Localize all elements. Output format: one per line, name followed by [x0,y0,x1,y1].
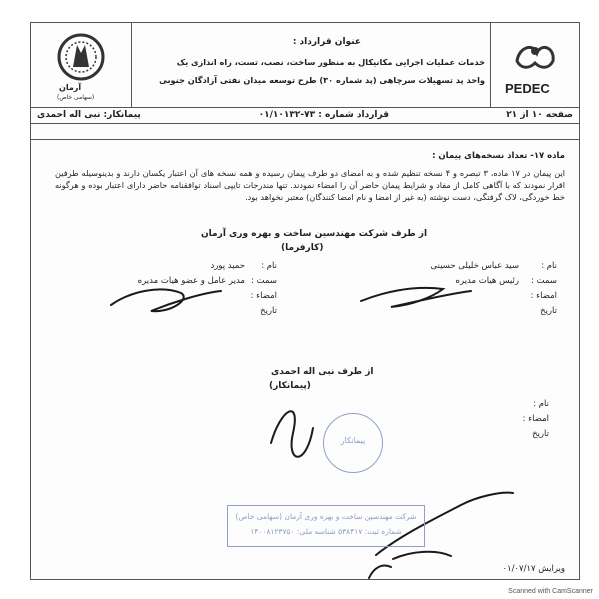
stamp-registration-number: شماره ثبت: ۵۳۸۴۱۷ شناسه ملی: ۱۴۰۰۸۱۲۳۷۵۰ [250,527,402,536]
armaan-logo-sub: (سهامی خاص) [57,94,95,101]
stamp-company-name: شرکت مهندسین ساخت و بهره وری آرمان (سهامی خاص) [235,512,417,521]
contract-page [30,22,580,580]
position-label: سمت : [531,276,557,286]
company-registration-stamp [227,505,425,547]
round-stamp-text: پیمانکار [340,436,366,445]
position-value: مدیر عامل و عضو هیات مدیره [137,276,245,286]
footer-scribble [369,552,451,578]
date-label: تاریخ [260,306,277,316]
armaan-logo-name: آرمان [59,83,82,92]
date-label: تاریخ [540,306,557,316]
position-label: سمت : [251,276,277,286]
contractor-name-header: پیمانکار: نبی اله احمدی [37,110,141,120]
camscanner-watermark: Scanned with CamScanner [508,588,593,595]
contractor-round-stamp [323,413,383,473]
article-17-heading: ماده ۱۷- تعداد نسخه‌های پیمان : [432,151,565,161]
contract-subject-line1: خدمات عملیات اجرایی مکانیکال به منظور ساخت، نصب، تست، راه اندازی یک [176,57,485,67]
employer-role: (کارفرما) [281,243,324,253]
signature-ahmadi [271,411,313,457]
signature-khalili [361,288,471,307]
contract-subject-line2: واحد پد تسهیلات سرچاهی (پد شماره ۳۰) طرح توسعه میدان نفتی آزادگان جنوبی [159,75,485,85]
pedec-logo-text: PEDEC [505,81,550,96]
revision-label: ویرایش ۰۱/۰۷/۱۷ [502,564,565,574]
page-number: صفحه ۱۰ از ۲۱ [506,110,573,120]
name-label: نام : [541,261,557,271]
signature-pourd [111,289,221,311]
signature-label: امضاء : [250,291,277,301]
contractor-name-label: نام : [533,399,549,409]
position-value: رئیس هیات مدیره [455,276,519,286]
contract-title-label: عنوان قرارداد : [292,37,361,47]
contractor-heading: از طرف نبی اله احمدی [271,367,374,377]
signature-label: امضاء : [530,291,557,301]
handwritten-signatures [31,23,579,579]
name-label: نام : [261,261,277,271]
employer-heading: از طرف شرکت مهندسین ساخت و بهره وری آرمان [201,229,428,239]
contract-number: قرارداد شماره : ۷۳-۰۱/۱۰۱۳۲ [258,110,389,120]
contractor-role: (پیمانکار) [269,381,311,391]
contractor-date-label: تاریخ [532,429,549,439]
contractor-signature-label: امضاء : [522,414,549,424]
article-17-paragraph: این پیمان در ۱۷ ماده، ۳ تبصره و ۴ نسخه تنظیم شده و به امضای دو طرف پیمان رسیده و همه نسخه های آن اعتبار یکسان دارند و بدینوسیله طرفین اقرار نمودند که با آگاهی کامل از مفاد و شرایط پیمان حاضر آن را امضاء نمودند. تنها مندرجات تایپی اسناد توافقنامه حاضر دارای اعتبار بوده و هرگونه خط خوردگی، لاک گرفتگی، دست نوشته (به غیر از امضا و نام امضا کنندگان) معتبر نخواهد بود. [55,168,565,202]
name-value: حمید پورد [210,261,245,271]
name-value: سید عباس خلیلی حسینی [430,261,519,271]
